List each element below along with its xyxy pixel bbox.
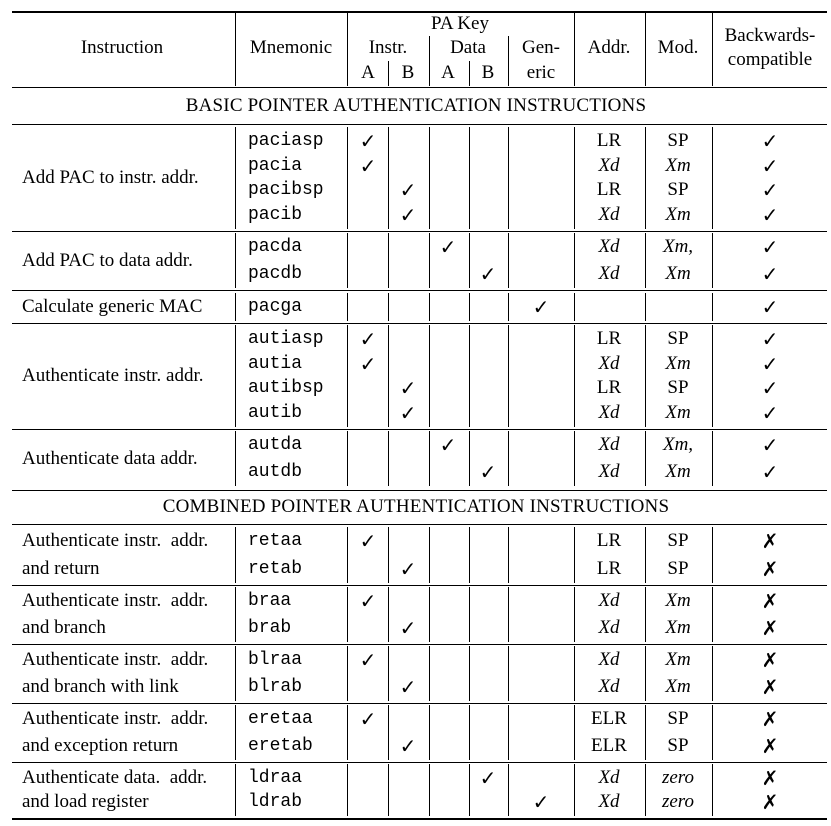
check-mark-icon: ✓ [761, 460, 779, 484]
column-divider [347, 527, 348, 583]
column-divider [645, 587, 646, 642]
check-mark-icon: ✓ [761, 262, 779, 286]
check-mark-icon: ✓ [532, 790, 550, 814]
header-rule [12, 87, 827, 88]
mnemonic-cell: autiasp [248, 329, 324, 349]
mnemonic-cell: autib [248, 403, 303, 423]
check-mark-icon: ✓ [399, 203, 417, 227]
header-divider [388, 61, 389, 86]
group-rule [12, 323, 827, 324]
mod-cell: Xm [665, 461, 691, 482]
mod-cell: SP [667, 530, 689, 551]
cross-mark-icon: ✗ [761, 734, 779, 758]
header-instruction: Instruction [80, 37, 164, 58]
check-mark-icon: ✓ [399, 616, 417, 640]
column-divider [235, 325, 236, 427]
mnemonic-cell: pacia [248, 156, 303, 176]
cross-mark-icon: ✗ [761, 529, 779, 553]
column-divider [645, 431, 646, 486]
header-data-b: B [481, 62, 495, 83]
mnemonic-cell: blrab [248, 677, 303, 697]
column-divider [429, 527, 430, 583]
header-instr-b: B [401, 62, 415, 83]
check-mark-icon: ✓ [359, 648, 377, 672]
column-divider [712, 764, 713, 816]
mnemonic-cell: autdb [248, 462, 303, 482]
check-mark-icon: ✓ [761, 129, 779, 153]
mnemonic-cell: pacibsp [248, 180, 324, 200]
check-mark-icon: ✓ [399, 734, 417, 758]
addr-cell: ELR [591, 708, 627, 729]
mod-cell: Xm [665, 649, 691, 670]
check-mark-icon: ✓ [359, 327, 377, 351]
column-divider [508, 293, 509, 321]
cross-mark-icon: ✗ [761, 648, 779, 672]
addr-cell: LR [596, 377, 622, 398]
check-mark-icon: ✓ [359, 129, 377, 153]
header-divider [645, 13, 646, 86]
group-rule [12, 429, 827, 430]
column-divider [469, 325, 470, 427]
mnemonic-cell: autda [248, 435, 303, 455]
mnemonic-cell: eretaa [248, 709, 313, 729]
addr-cell: LR [596, 328, 622, 349]
column-divider [347, 705, 348, 760]
check-mark-icon: ✓ [479, 766, 497, 790]
column-divider [388, 431, 389, 486]
mod-cell: Xm [665, 204, 691, 225]
mod-cell: zero [661, 791, 695, 812]
header-generic: eric [526, 62, 556, 83]
check-mark-icon: ✓ [761, 376, 779, 400]
column-divider [388, 764, 389, 816]
check-mark-icon: ✓ [761, 352, 779, 376]
header-divider [712, 13, 713, 86]
instruction-label: and load register [22, 791, 149, 812]
column-divider [469, 527, 470, 583]
column-divider [645, 233, 646, 288]
addr-cell: Xd [598, 649, 620, 670]
column-divider [235, 431, 236, 486]
column-divider [347, 587, 348, 642]
check-mark-icon: ✓ [359, 154, 377, 178]
column-divider [574, 127, 575, 229]
group-rule [12, 290, 827, 291]
column-divider [712, 293, 713, 321]
check-mark-icon: ✓ [761, 178, 779, 202]
section-rule [12, 490, 827, 491]
check-mark-icon: ✓ [359, 529, 377, 553]
column-divider [508, 527, 509, 583]
addr-cell: Xd [598, 434, 620, 455]
mod-cell: Xm [665, 617, 691, 638]
column-divider [429, 705, 430, 760]
column-divider [469, 705, 470, 760]
addr-cell: Xd [598, 676, 620, 697]
mnemonic-cell: eretab [248, 736, 313, 756]
column-divider [235, 587, 236, 642]
check-mark-icon: ✓ [439, 433, 457, 457]
check-mark-icon: ✓ [479, 460, 497, 484]
cross-mark-icon: ✗ [761, 589, 779, 613]
column-divider [388, 646, 389, 701]
cross-mark-icon: ✗ [761, 557, 779, 581]
column-divider [508, 431, 509, 486]
header-addr: Addr. [587, 37, 631, 58]
column-divider [235, 233, 236, 288]
check-mark-icon: ✓ [761, 295, 779, 319]
addr-cell: LR [596, 558, 622, 579]
mnemonic-cell: brab [248, 618, 292, 638]
addr-cell: Xd [598, 204, 620, 225]
column-divider [429, 293, 430, 321]
header-backwards: Backwards- [724, 25, 816, 46]
mnemonic-cell: retab [248, 559, 303, 579]
column-divider [508, 325, 509, 427]
check-mark-icon: ✓ [399, 376, 417, 400]
column-divider [712, 325, 713, 427]
column-divider [347, 127, 348, 229]
cross-mark-icon: ✗ [761, 707, 779, 731]
column-divider [712, 587, 713, 642]
group-rule [12, 231, 827, 232]
column-divider [235, 127, 236, 229]
column-divider [574, 431, 575, 486]
column-divider [508, 646, 509, 701]
cross-mark-icon: ✗ [761, 766, 779, 790]
column-divider [235, 764, 236, 816]
header-divider [347, 13, 348, 86]
group-rule [12, 644, 827, 645]
addr-cell: Xd [598, 263, 620, 284]
header-data-a: A [441, 62, 455, 83]
column-divider [645, 293, 646, 321]
mod-cell: SP [667, 377, 689, 398]
column-divider [574, 527, 575, 583]
section-rule [12, 124, 827, 125]
check-mark-icon: ✓ [399, 401, 417, 425]
instruction-label: Authenticate instr. addr. [22, 590, 209, 611]
column-divider [347, 764, 348, 816]
column-divider [645, 325, 646, 427]
column-divider [235, 527, 236, 583]
mnemonic-cell: pacdb [248, 264, 303, 284]
column-divider [574, 705, 575, 760]
mnemonic-cell: autia [248, 354, 303, 374]
column-divider [712, 127, 713, 229]
mod-cell: Xm [665, 353, 691, 374]
column-divider [429, 646, 430, 701]
column-divider [469, 293, 470, 321]
group-rule [12, 585, 827, 586]
addr-cell: Xd [598, 767, 620, 788]
column-divider [712, 527, 713, 583]
instruction-label: and branch with link [22, 676, 179, 697]
column-divider [645, 127, 646, 229]
column-divider [574, 233, 575, 288]
mod-cell: Xm [665, 155, 691, 176]
mnemonic-cell: paciasp [248, 131, 324, 151]
column-divider [508, 233, 509, 288]
check-mark-icon: ✓ [359, 589, 377, 613]
addr-cell: Xd [598, 461, 620, 482]
check-mark-icon: ✓ [359, 352, 377, 376]
column-divider [508, 705, 509, 760]
column-divider [388, 705, 389, 760]
cross-mark-icon: ✗ [761, 675, 779, 699]
column-divider [712, 646, 713, 701]
column-divider [574, 587, 575, 642]
column-divider [645, 646, 646, 701]
column-divider [429, 325, 430, 427]
check-mark-icon: ✓ [532, 295, 550, 319]
header-divider [429, 36, 430, 86]
instruction-label: Authenticate instr. addr. [22, 530, 209, 551]
check-mark-icon: ✓ [761, 401, 779, 425]
bottom-rule [12, 818, 827, 820]
section-title-basic: BASIC POINTER AUTHENTICATION INSTRUCTIONS [185, 95, 647, 116]
header-generic: Gen- [522, 37, 560, 58]
mnemonic-cell: autibsp [248, 378, 324, 398]
column-divider [574, 293, 575, 321]
column-divider [429, 233, 430, 288]
column-divider [469, 646, 470, 701]
mod-cell: SP [667, 328, 689, 349]
column-divider [429, 127, 430, 229]
check-mark-icon: ✓ [399, 675, 417, 699]
column-divider [574, 325, 575, 427]
addr-cell: Xd [598, 236, 620, 257]
instruction-label: Add PAC to instr. addr. [22, 167, 199, 188]
mod-cell: SP [667, 558, 689, 579]
column-divider [235, 705, 236, 760]
check-mark-icon: ✓ [359, 707, 377, 731]
addr-cell: Xd [598, 590, 620, 611]
header-divider [235, 13, 236, 86]
column-divider [574, 764, 575, 816]
top-rule [12, 11, 827, 13]
instruction-label: Calculate generic MAC [22, 296, 203, 317]
header-instr-a: A [361, 62, 375, 83]
mod-cell: Xm, [662, 236, 694, 257]
column-divider [388, 293, 389, 321]
column-divider [388, 127, 389, 229]
column-divider [508, 587, 509, 642]
column-divider [235, 646, 236, 701]
column-divider [347, 431, 348, 486]
check-mark-icon: ✓ [761, 433, 779, 457]
instruction-label: Authenticate instr. addr. [22, 708, 209, 729]
addr-cell: Xd [598, 791, 620, 812]
mod-cell: SP [667, 130, 689, 151]
check-mark-icon: ✓ [761, 235, 779, 259]
column-divider [429, 431, 430, 486]
instruction-label: Authenticate instr. addr. [22, 365, 204, 386]
column-divider [712, 233, 713, 288]
group-rule [12, 703, 827, 704]
check-mark-icon: ✓ [479, 262, 497, 286]
mod-cell: SP [667, 179, 689, 200]
check-mark-icon: ✓ [439, 235, 457, 259]
addr-cell: LR [596, 179, 622, 200]
column-divider [469, 431, 470, 486]
mod-cell: Xm [665, 676, 691, 697]
column-divider [347, 293, 348, 321]
header-mnemonic: Mnemonic [249, 37, 333, 58]
addr-cell: Xd [598, 155, 620, 176]
cross-mark-icon: ✗ [761, 616, 779, 640]
column-divider [388, 233, 389, 288]
mod-cell: Xm [665, 263, 691, 284]
addr-cell: Xd [598, 402, 620, 423]
instruction-label: Authenticate data addr. [22, 448, 198, 469]
mod-cell: SP [667, 735, 689, 756]
mnemonic-cell: ldraa [248, 768, 303, 788]
check-mark-icon: ✓ [761, 203, 779, 227]
mod-cell: Xm [665, 590, 691, 611]
header-instr: Instr. [368, 37, 408, 58]
column-divider [645, 705, 646, 760]
column-divider [645, 764, 646, 816]
addr-cell: Xd [598, 617, 620, 638]
header-divider [574, 13, 575, 86]
check-mark-icon: ✓ [399, 557, 417, 581]
mnemonic-cell: pacib [248, 205, 303, 225]
column-divider [347, 325, 348, 427]
mnemonic-cell: ldrab [248, 792, 303, 812]
addr-cell: Xd [598, 353, 620, 374]
mod-cell: Xm, [662, 434, 694, 455]
column-divider [388, 325, 389, 427]
column-divider [574, 646, 575, 701]
column-divider [469, 587, 470, 642]
column-divider [508, 127, 509, 229]
mnemonic-cell: retaa [248, 531, 303, 551]
mnemonic-cell: blraa [248, 650, 303, 670]
group-rule [12, 762, 827, 763]
column-divider [645, 527, 646, 583]
column-divider [469, 764, 470, 816]
section-rule [12, 524, 827, 525]
instruction-label: Authenticate instr. addr. [22, 649, 209, 670]
mnemonic-cell: pacga [248, 297, 303, 317]
check-mark-icon: ✓ [399, 178, 417, 202]
column-divider [388, 527, 389, 583]
header-divider [469, 61, 470, 86]
column-divider [712, 431, 713, 486]
addr-cell: LR [596, 530, 622, 551]
check-mark-icon: ✓ [761, 327, 779, 351]
column-divider [429, 764, 430, 816]
column-divider [235, 293, 236, 321]
header-mod: Mod. [657, 37, 699, 58]
header-pa-key: PA Key [431, 13, 489, 34]
instruction-label: Authenticate data. addr. [22, 767, 208, 788]
header-backwards: compatible [727, 49, 813, 70]
column-divider [388, 587, 389, 642]
column-divider [347, 646, 348, 701]
mod-cell: Xm [665, 402, 691, 423]
column-divider [429, 587, 430, 642]
instruction-label: Add PAC to data addr. [22, 250, 193, 271]
cross-mark-icon: ✗ [761, 790, 779, 814]
section-title-combined: COMBINED POINTER AUTHENTICATION INSTRUCTIONS [162, 496, 670, 517]
mod-cell: SP [667, 708, 689, 729]
mod-cell: zero [661, 767, 695, 788]
column-divider [469, 127, 470, 229]
column-divider [347, 233, 348, 288]
column-divider [508, 764, 509, 816]
addr-cell: ELR [591, 735, 627, 756]
column-divider [469, 233, 470, 288]
instruction-label: and exception return [22, 735, 179, 756]
mnemonic-cell: pacda [248, 237, 303, 257]
header-divider [508, 36, 509, 86]
check-mark-icon: ✓ [761, 154, 779, 178]
addr-cell: LR [596, 130, 622, 151]
header-data: Data [450, 37, 486, 58]
mnemonic-cell: braa [248, 591, 292, 611]
instruction-label: and return [22, 558, 100, 579]
column-divider [712, 705, 713, 760]
instruction-label: and branch [22, 617, 106, 638]
